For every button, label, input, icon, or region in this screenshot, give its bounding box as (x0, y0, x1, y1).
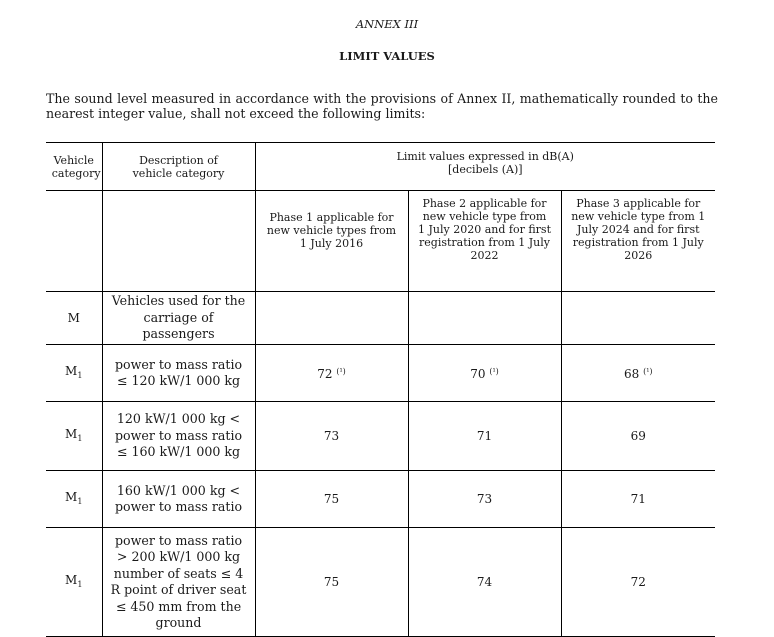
page-title: LIMIT VALUES (339, 49, 435, 63)
vehicle-description-line: power to mass ratio (114, 356, 243, 372)
footnote-marker[interactable]: (¹) (643, 367, 653, 376)
vehicle-description-line: Vehicles used for the (111, 293, 246, 309)
vehicle-description-line: power to mass ratio (114, 532, 243, 548)
vehicle-description-line: power to mass ratio (114, 499, 243, 514)
vehicle-description-cell (102, 402, 255, 471)
limit-value-number: 68 (623, 367, 640, 381)
vehicle-category-code: M (65, 363, 78, 378)
intro-paragraph: The sound level measured in accordance with the provisions of Annex II, mathematically rounded to the nearest integer value, shall not exceed the following limits: (46, 91, 718, 121)
vehicle-category-cell (46, 471, 102, 528)
limit-value-phase1 (255, 402, 408, 471)
limit-value-number: 75 (323, 491, 340, 506)
vehicle-description-cell (102, 528, 255, 637)
vehicle-description-line: ≤ 160 kW/1 000 kg (116, 444, 241, 460)
vehicle-description-line: ≤ 120 kW/1 000 kg (116, 373, 241, 388)
vehicle-category-code: M (65, 489, 78, 504)
table-row (46, 402, 715, 471)
vehicle-description-line: 120 kW/1 000 kg < (116, 411, 241, 427)
limit-value-phase2 (408, 471, 561, 528)
annex-heading: ANNEX III (355, 17, 419, 31)
limit-value-phase1 (255, 528, 408, 637)
header-phase-2: Phase 2 applicable for new vehicle type from 1 July 2020 and for first registration from 1 July 2022 (408, 191, 561, 292)
limit-value-number: 73 (323, 428, 340, 443)
footnote-marker[interactable]: (¹) (489, 367, 499, 376)
limit-value-phase3 (561, 528, 715, 637)
table-row (46, 345, 715, 402)
vehicle-description-cell (102, 345, 255, 402)
limit-value-phase1 (255, 471, 408, 528)
table-row (46, 528, 715, 637)
limit-value-phase2 (408, 345, 561, 402)
limit-values-table (46, 142, 715, 637)
vehicle-description-line: ground (155, 615, 202, 630)
limit-value-phase3 (561, 292, 715, 345)
vehicle-category-subscript: 1 (77, 496, 83, 506)
header-limit-values-label: Limit values expressed in dB(A) (396, 150, 574, 163)
vehicle-description-line: R point of driver seat (110, 582, 247, 597)
vehicle-category-cell (46, 402, 102, 471)
header-phase-1: Phase 1 applicable for new vehicle types from 1 July 2016 (255, 191, 408, 292)
vehicle-category-cell (46, 528, 102, 637)
vehicle-category-subscript: 1 (77, 433, 83, 443)
vehicle-category-code: M (67, 310, 80, 325)
table-row (46, 471, 715, 528)
vehicle-description-line: power to mass ratio (114, 427, 243, 443)
vehicle-description-line: 160 kW/1 000 kg < (116, 482, 241, 498)
vehicle-description-line: ≤ 450 mm from the (115, 598, 242, 614)
limit-value-phase2 (408, 402, 561, 471)
header-empty-cell (102, 191, 255, 292)
limit-value-number: 74 (476, 574, 493, 589)
vehicle-description-cell (102, 292, 255, 345)
limit-value-phase1 (255, 345, 408, 402)
limit-value-number: 72 (317, 367, 333, 381)
header-description: Description of vehicle category (102, 143, 255, 191)
vehicle-category-code: M (65, 572, 78, 587)
footnote-marker[interactable]: (¹) (336, 367, 346, 376)
header-limit-values (255, 143, 715, 191)
phase-header-row (46, 191, 715, 292)
vehicle-category-subscript: 1 (77, 370, 83, 380)
vehicle-description-cell (102, 471, 255, 528)
header-empty-cell (46, 191, 102, 292)
limit-value-number: 70 (470, 367, 486, 381)
limit-value-phase3 (561, 471, 715, 528)
limit-value-phase3 (561, 345, 715, 402)
vehicle-category-cell (46, 292, 102, 345)
vehicle-description-line: number of seats ≤ 4 (113, 565, 244, 581)
header-vehicle-category: Vehicle category (46, 143, 102, 191)
limit-value-phase3 (561, 402, 715, 471)
table-row (46, 292, 715, 345)
vehicle-category-cell (46, 345, 102, 402)
limit-value-number: 71 (476, 428, 493, 443)
limit-value-number: 72 (630, 574, 646, 589)
header-limit-units: [decibels (A)] (447, 163, 523, 176)
header-phase-3: Phase 3 applicable for new vehicle type from 1 July 2024 and for first registration from 1 July 2026 (561, 191, 715, 292)
vehicle-description-line: > 200 kW/1 000 kg (116, 549, 241, 564)
vehicle-description-line: carriage of passengers (142, 309, 215, 342)
limit-value-number: 73 (476, 491, 493, 506)
vehicle-category-subscript: 1 (77, 579, 83, 589)
limit-value-phase2 (408, 292, 561, 345)
vehicle-category-code: M (65, 426, 78, 441)
limit-value-number: 69 (630, 428, 646, 443)
limit-value-phase1 (255, 292, 408, 345)
limit-value-phase2 (408, 528, 561, 637)
limit-value-number: 71 (630, 491, 646, 506)
limit-value-number: 75 (323, 574, 340, 589)
header-row (46, 143, 715, 191)
